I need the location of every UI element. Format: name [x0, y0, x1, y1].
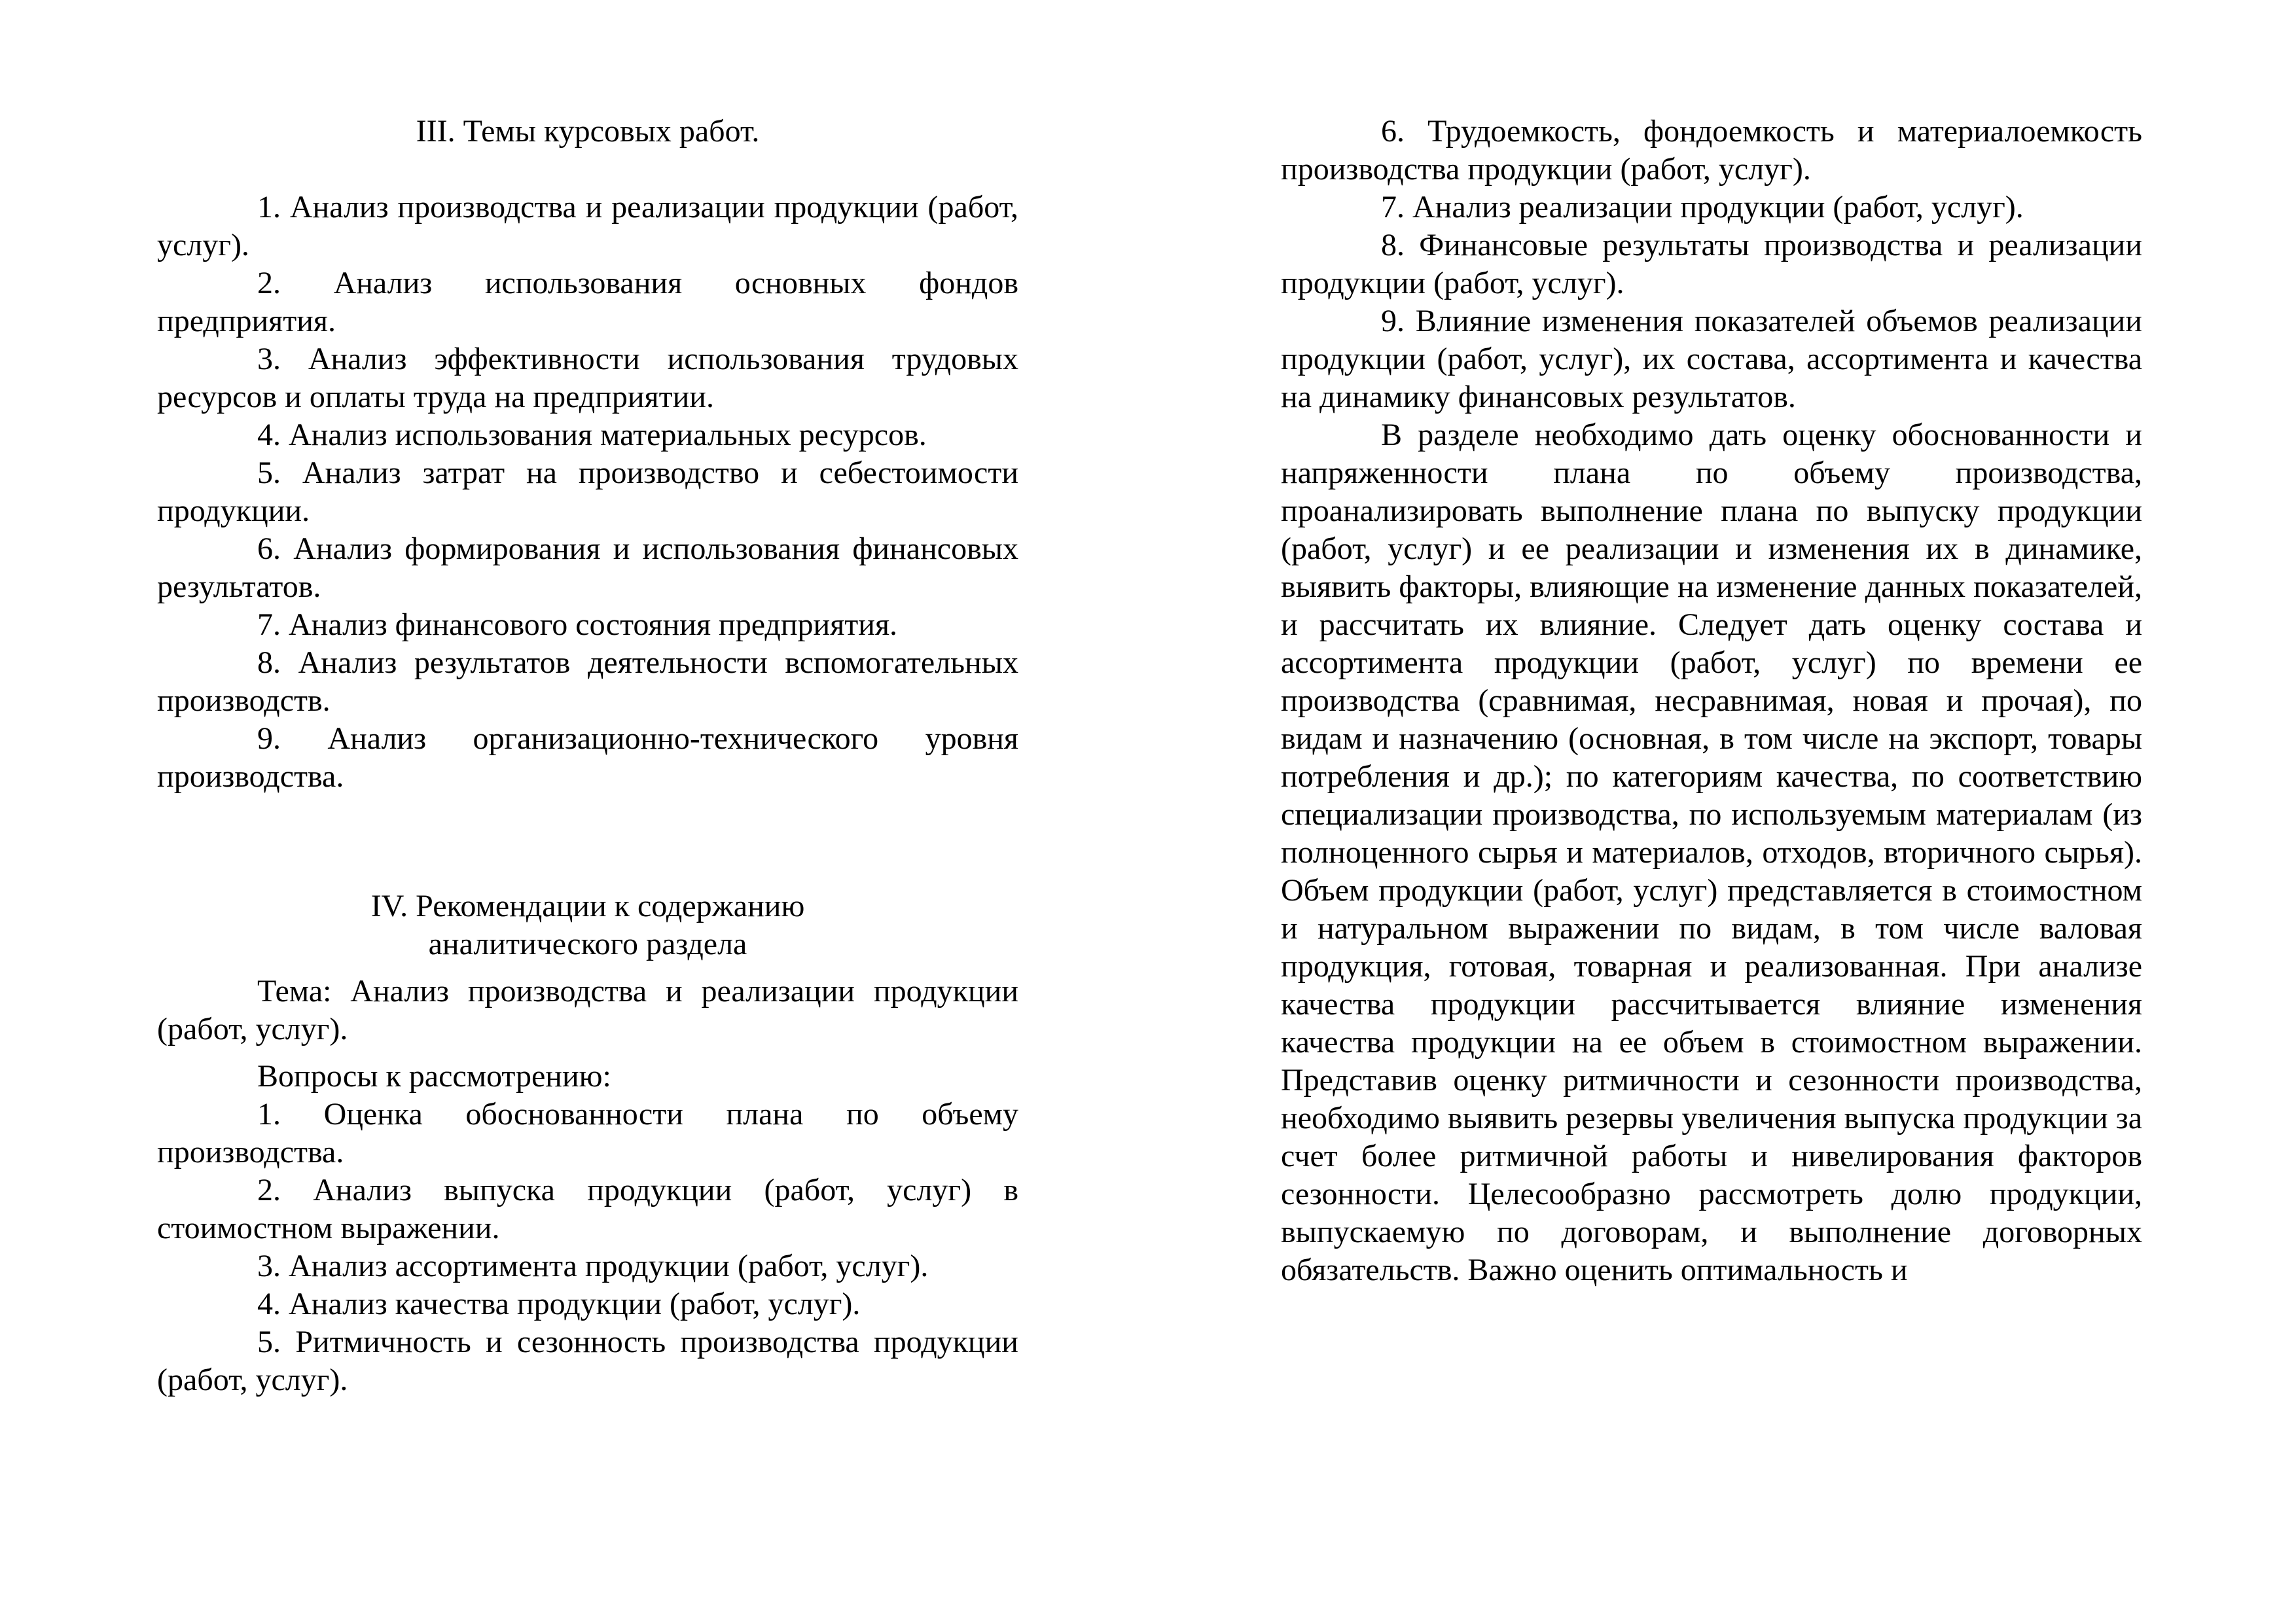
right-page	[1148, 0, 2296, 1623]
question-item-5: 5. Ритмичность и сезонность производства продукции (работ, услуг).	[157, 1325, 1018, 1397]
topic-item-8: 8. Анализ результатов деятельности вспомогательных производств.	[157, 645, 1018, 718]
topic-item-9: 9. Анализ организационно-технического уровня производства.	[157, 721, 1018, 794]
topic-item-4: 4. Анализ использования материальных ресурсов.	[257, 418, 927, 452]
body-paragraph: В разделе необходимо дать оценку обоснованности и напряженности плана по объему производства, проанализировать выполнение плана по выпуску продукции (работ, услуг) и ее реализации и изменения их в динамике, выявить факторы, влияющие на изменение данных показателей, и рассчитать их влияние. Следует дать оценку состава и ассортимента продукции (работ, услуг) по времени ее производства (сравнимая, несравнимая, новая и прочая), по видам и назначению (основная, в том числе на экспорт, товары потребления и др.); по категориям качества, по соответствию специализации производства, по используемым материалам (из полноценного сырья и материалов, отходов, вторичного сырья). Объем продукции (работ, услуг) представляется в стоимостном и натуральном выражении по видам, в том числе валовая продукция, готовая, товарная и реализованная. При анализе качества продукции рассчитывается влияние изменения качества продукции на ее объем в стоимостном выражении. Представив оценку ритмичности и сезонности производства, необходимо выявить резервы увеличения выпуска продукции за счет более ритмичной работы и нивелирования факторов сезонности. Целесообразно рассмотреть долю продукции, выпускаемую по договорам, и выполнение договорных обязательств. Важно оценить оптимальность и	[1281, 418, 2142, 1287]
topic-item-6: 6. Анализ формирования и использования финансовых результатов.	[157, 531, 1018, 604]
section-4-title-line-2: аналитического раздела	[428, 927, 747, 961]
section-4-title-line-1: IV. Рекомендации к содержанию	[370, 889, 805, 923]
question-item-3: 3. Анализ ассортимента продукции (работ, услуг).	[257, 1249, 929, 1283]
spacer	[157, 1048, 1018, 1058]
question-item-7: 7. Анализ реализации продукции (работ, услуг).	[1381, 190, 2024, 224]
section-3-title: III. Темы курсовых работ.	[416, 114, 760, 149]
left-page-column	[157, 113, 1018, 1399]
right-page-column	[1281, 113, 2142, 1289]
section-4-topic: Тема: Анализ производства и реализации продукции (работ, услуг).	[157, 974, 1018, 1046]
topic-item-1: 1. Анализ производства и реализации продукции (работ, услуг).	[157, 190, 1018, 262]
spacer	[157, 151, 1018, 188]
spacer	[157, 963, 1018, 972]
question-item-2: 2. Анализ выпуска продукции (работ, услуг) в стоимостном выражении.	[157, 1173, 1018, 1245]
topic-item-7: 7. Анализ финансового состояния предприятия.	[257, 607, 898, 642]
spacer	[157, 796, 1018, 887]
question-item-9: 9. Влияние изменения показателей объемов реализации продукции (работ, услуг), их состава, ассортимента и качества на динамику финансовых результатов.	[1281, 304, 2142, 414]
topic-item-3: 3. Анализ эффективности использования трудовых ресурсов и оплаты труда на предприятии.	[157, 342, 1018, 414]
question-item-6: 6. Трудоемкость, фондоемкость и материалоемкость производства продукции (работ, услуг).	[1281, 114, 2142, 187]
question-item-1: 1. Оценка обоснованности плана по объему производства.	[157, 1097, 1018, 1169]
questions-heading: Вопросы к рассмотрению:	[257, 1059, 611, 1094]
topic-item-2: 2. Анализ использования основных фондов предприятия.	[157, 266, 1018, 338]
question-item-8: 8. Финансовые результаты производства и реализации продукции (работ, услуг).	[1281, 228, 2142, 300]
question-item-4: 4. Анализ качества продукции (работ, услуг).	[257, 1287, 861, 1321]
topic-item-5: 5. Анализ затрат на производство и себестоимости продукции.	[157, 455, 1018, 528]
